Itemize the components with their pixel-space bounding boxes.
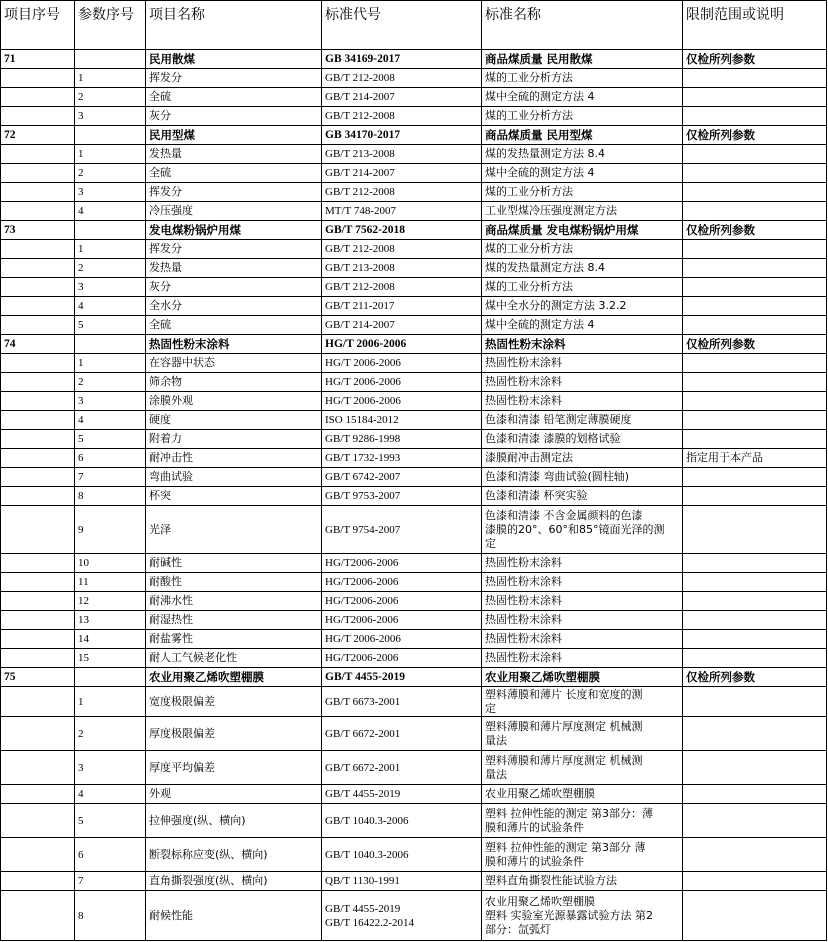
table-row bbox=[1, 785, 827, 804]
project-name-cell: 耐酸性 bbox=[146, 573, 322, 592]
standard-name-cell: 漆膜耐冲击测定法 bbox=[482, 449, 683, 468]
standard-name-cell: 热固性粉末涂料 bbox=[482, 373, 683, 392]
standard-code-cell: HG/T 2006-2006 bbox=[322, 630, 482, 649]
project-no-cell bbox=[1, 649, 75, 668]
project-no-cell: 75 bbox=[1, 668, 75, 687]
standard-code-cell: GB 34169-2017 bbox=[322, 50, 482, 69]
standard-code-cell: GB/T 1040.3-2006 bbox=[322, 804, 482, 838]
header-row bbox=[1, 1, 827, 50]
limit-scope-cell bbox=[683, 411, 827, 430]
project-no-cell bbox=[1, 592, 75, 611]
table-row bbox=[1, 145, 827, 164]
project-name-cell: 全硫 bbox=[146, 316, 322, 335]
project-no-cell bbox=[1, 872, 75, 891]
project-no-cell bbox=[1, 430, 75, 449]
standard-code-cell: GB/T 6672-2001 bbox=[322, 717, 482, 751]
table-row bbox=[1, 202, 827, 221]
project-name-cell: 厚度平均偏差 bbox=[146, 751, 322, 785]
group-row bbox=[1, 126, 827, 145]
standard-code-cell: GB/T 214-2007 bbox=[322, 164, 482, 183]
limit-scope-cell bbox=[683, 751, 827, 785]
limit-scope-cell bbox=[683, 554, 827, 573]
project-name-cell: 发电煤粉锅炉用煤 bbox=[146, 221, 322, 240]
standard-name-cell: 热固性粉末涂料 bbox=[482, 554, 683, 573]
param-no-cell: 9 bbox=[75, 506, 146, 554]
project-name-cell: 灰分 bbox=[146, 107, 322, 126]
standard-name-cell: 商品煤质量 民用散煤 bbox=[482, 50, 683, 69]
standard-name-cell: 热固性粉末涂料 bbox=[482, 573, 683, 592]
project-no-cell bbox=[1, 785, 75, 804]
standard-code-cell: HG/T 2006-2006 bbox=[322, 335, 482, 354]
limit-scope-cell bbox=[683, 592, 827, 611]
header-project-no: 项目序号 bbox=[1, 1, 75, 50]
limit-scope-cell: 仅检所列参数 bbox=[683, 126, 827, 145]
limit-scope-cell bbox=[683, 392, 827, 411]
project-name-cell: 直角撕裂强度(纵、横向) bbox=[146, 872, 322, 891]
param-no-cell: 8 bbox=[75, 891, 146, 941]
table-row bbox=[1, 573, 827, 592]
standard-name-cell: 热固性粉末涂料 bbox=[482, 354, 683, 373]
standard-name-cell: 农业用聚乙烯吹塑棚膜 bbox=[482, 785, 683, 804]
table-row bbox=[1, 430, 827, 449]
standard-code-cell: GB/T 6673-2001 bbox=[322, 687, 482, 717]
limit-scope-cell bbox=[683, 107, 827, 126]
table-row bbox=[1, 838, 827, 872]
table-row bbox=[1, 373, 827, 392]
project-name-cell: 热固性粉末涂料 bbox=[146, 335, 322, 354]
limit-scope-cell bbox=[683, 278, 827, 297]
table-row bbox=[1, 751, 827, 785]
standard-code-cell: GB/T 212-2008 bbox=[322, 107, 482, 126]
param-no-cell bbox=[75, 126, 146, 145]
limit-scope-cell: 仅检所列参数 bbox=[683, 50, 827, 69]
standard-name-cell: 色漆和清漆 漆膜的划格试验 bbox=[482, 430, 683, 449]
param-no-cell bbox=[75, 335, 146, 354]
project-name-cell: 耐盐雾性 bbox=[146, 630, 322, 649]
standard-name-cell: 色漆和清漆 杯突实验 bbox=[482, 487, 683, 506]
param-no-cell: 6 bbox=[75, 449, 146, 468]
project-no-cell bbox=[1, 506, 75, 554]
table-row bbox=[1, 316, 827, 335]
project-no-cell bbox=[1, 611, 75, 630]
param-no-cell: 4 bbox=[75, 202, 146, 221]
project-no-cell bbox=[1, 411, 75, 430]
param-no-cell: 11 bbox=[75, 573, 146, 592]
table-row bbox=[1, 506, 827, 554]
param-no-cell: 4 bbox=[75, 785, 146, 804]
project-name-cell: 弯曲试验 bbox=[146, 468, 322, 487]
project-no-cell bbox=[1, 316, 75, 335]
param-no-cell: 1 bbox=[75, 687, 146, 717]
project-no-cell: 73 bbox=[1, 221, 75, 240]
standard-name-cell: 煤的发热量测定方法 8.4 bbox=[482, 259, 683, 278]
header-standard-code: 标准代号 bbox=[322, 1, 482, 50]
project-name-cell: 拉伸强度(纵、横向) bbox=[146, 804, 322, 838]
table-row bbox=[1, 611, 827, 630]
standard-code-cell: GB/T 213-2008 bbox=[322, 145, 482, 164]
standard-code-cell: HG/T 2006-2006 bbox=[322, 392, 482, 411]
project-name-cell: 挥发分 bbox=[146, 183, 322, 202]
standard-name-cell: 煤的发热量测定方法 8.4 bbox=[482, 145, 683, 164]
table-row bbox=[1, 554, 827, 573]
limit-scope-cell bbox=[683, 240, 827, 259]
standard-code-cell: HG/T2006-2006 bbox=[322, 649, 482, 668]
standard-name-cell: 热固性粉末涂料 bbox=[482, 649, 683, 668]
standard-code-cell: ISO 15184-2012 bbox=[322, 411, 482, 430]
limit-scope-cell bbox=[683, 164, 827, 183]
header-param-no: 参数序号 bbox=[75, 1, 146, 50]
limit-scope-cell bbox=[683, 354, 827, 373]
standard-name-cell: 色漆和清漆 弯曲试验(圆柱轴) bbox=[482, 468, 683, 487]
project-no-cell bbox=[1, 891, 75, 941]
standard-code-cell: GB/T 4455-2019 bbox=[322, 668, 482, 687]
project-no-cell bbox=[1, 554, 75, 573]
param-no-cell: 6 bbox=[75, 838, 146, 872]
limit-scope-cell bbox=[683, 316, 827, 335]
param-no-cell: 14 bbox=[75, 630, 146, 649]
project-name-cell: 挥发分 bbox=[146, 240, 322, 259]
standard-code-cell: GB/T 213-2008 bbox=[322, 259, 482, 278]
project-name-cell: 杯突 bbox=[146, 487, 322, 506]
group-row bbox=[1, 335, 827, 354]
standard-code-cell: GB/T 212-2008 bbox=[322, 278, 482, 297]
standard-name-cell: 热固性粉末涂料 bbox=[482, 592, 683, 611]
project-name-cell: 全水分 bbox=[146, 297, 322, 316]
standard-name-cell: 煤中全硫的测定方法 4 bbox=[482, 164, 683, 183]
project-name-cell: 耐人工气候老化性 bbox=[146, 649, 322, 668]
project-no-cell bbox=[1, 373, 75, 392]
standard-code-cell: HG/T 2006-2006 bbox=[322, 373, 482, 392]
project-name-cell: 全硫 bbox=[146, 164, 322, 183]
standard-name-cell: 农业用聚乙烯吹塑棚膜 塑料 实验室光源暴露试验方法 第2 部分：氙弧灯 bbox=[482, 891, 683, 941]
standard-code-cell: GB 34170-2017 bbox=[322, 126, 482, 145]
project-name-cell: 光泽 bbox=[146, 506, 322, 554]
param-no-cell: 3 bbox=[75, 183, 146, 202]
standard-code-cell: HG/T2006-2006 bbox=[322, 592, 482, 611]
project-no-cell bbox=[1, 392, 75, 411]
project-name-cell: 硬度 bbox=[146, 411, 322, 430]
project-name-cell: 断裂标称应变(纵、横向) bbox=[146, 838, 322, 872]
standard-code-cell: HG/T 2006-2006 bbox=[322, 354, 482, 373]
standard-name-cell: 煤的工业分析方法 bbox=[482, 107, 683, 126]
table-row bbox=[1, 468, 827, 487]
standard-name-cell: 煤中全水分的测定方法 3.2.2 bbox=[482, 297, 683, 316]
standard-name-cell: 热固性粉末涂料 bbox=[482, 335, 683, 354]
project-no-cell bbox=[1, 145, 75, 164]
project-name-cell: 耐沸水性 bbox=[146, 592, 322, 611]
table-row bbox=[1, 183, 827, 202]
group-row bbox=[1, 668, 827, 687]
project-no-cell bbox=[1, 297, 75, 316]
standard-name-cell: 煤中全硫的测定方法 4 bbox=[482, 88, 683, 107]
limit-scope-cell: 指定用于本产品 bbox=[683, 449, 827, 468]
limit-scope-cell bbox=[683, 785, 827, 804]
standard-name-cell: 塑料直角撕裂性能试验方法 bbox=[482, 872, 683, 891]
standard-name-cell: 色漆和清漆 不含金属颜料的色漆 漆膜的20°、60°和85°镜面光泽的测 定 bbox=[482, 506, 683, 554]
limit-scope-cell: 仅检所列参数 bbox=[683, 335, 827, 354]
standard-code-cell: GB/T 7562-2018 bbox=[322, 221, 482, 240]
project-name-cell: 发热量 bbox=[146, 259, 322, 278]
project-name-cell: 民用型煤 bbox=[146, 126, 322, 145]
limit-scope-cell bbox=[683, 717, 827, 751]
standard-code-cell: QB/T 1130-1991 bbox=[322, 872, 482, 891]
limit-scope-cell bbox=[683, 611, 827, 630]
limit-scope-cell bbox=[683, 891, 827, 941]
param-no-cell: 15 bbox=[75, 649, 146, 668]
param-no-cell: 3 bbox=[75, 751, 146, 785]
standard-name-cell: 色漆和清漆 铅笔测定薄膜硬度 bbox=[482, 411, 683, 430]
param-no-cell: 1 bbox=[75, 354, 146, 373]
project-name-cell: 发热量 bbox=[146, 145, 322, 164]
standard-name-cell: 塑料薄膜和薄片 长度和宽度的测 定 bbox=[482, 687, 683, 717]
project-no-cell bbox=[1, 240, 75, 259]
standard-name-cell: 商品煤质量 发电煤粉锅炉用煤 bbox=[482, 221, 683, 240]
project-no-cell bbox=[1, 717, 75, 751]
param-no-cell: 2 bbox=[75, 717, 146, 751]
table-row bbox=[1, 354, 827, 373]
table-row bbox=[1, 297, 827, 316]
limit-scope-cell bbox=[683, 430, 827, 449]
standard-name-cell: 塑料薄膜和薄片厚度测定 机械测 量法 bbox=[482, 751, 683, 785]
project-no-cell bbox=[1, 838, 75, 872]
param-no-cell: 1 bbox=[75, 145, 146, 164]
project-name-cell: 厚度极限偏差 bbox=[146, 717, 322, 751]
standard-code-cell: GB/T 214-2007 bbox=[322, 316, 482, 335]
standard-code-cell: GB/T 4455-2019 bbox=[322, 785, 482, 804]
param-no-cell bbox=[75, 50, 146, 69]
param-no-cell: 4 bbox=[75, 411, 146, 430]
table-row bbox=[1, 278, 827, 297]
param-no-cell: 13 bbox=[75, 611, 146, 630]
project-no-cell: 72 bbox=[1, 126, 75, 145]
table-row bbox=[1, 717, 827, 751]
group-row bbox=[1, 50, 827, 69]
table-row bbox=[1, 592, 827, 611]
param-no-cell: 10 bbox=[75, 554, 146, 573]
standard-code-cell: MT/T 748-2007 bbox=[322, 202, 482, 221]
project-name-cell: 农业用聚乙烯吹塑棚膜 bbox=[146, 668, 322, 687]
table-row bbox=[1, 891, 827, 941]
limit-scope-cell: 仅检所列参数 bbox=[683, 221, 827, 240]
limit-scope-cell bbox=[683, 649, 827, 668]
project-name-cell: 灰分 bbox=[146, 278, 322, 297]
project-no-cell bbox=[1, 804, 75, 838]
param-no-cell: 8 bbox=[75, 487, 146, 506]
standard-code-cell: GB/T 211-2017 bbox=[322, 297, 482, 316]
param-no-cell: 5 bbox=[75, 804, 146, 838]
table-row bbox=[1, 88, 827, 107]
limit-scope-cell bbox=[683, 872, 827, 891]
standard-code-cell: GB/T 9286-1998 bbox=[322, 430, 482, 449]
standard-code-cell: GB/T 9754-2007 bbox=[322, 506, 482, 554]
project-no-cell bbox=[1, 107, 75, 126]
project-name-cell: 耐候性能 bbox=[146, 891, 322, 941]
param-no-cell bbox=[75, 221, 146, 240]
standard-name-cell: 热固性粉末涂料 bbox=[482, 611, 683, 630]
project-no-cell bbox=[1, 468, 75, 487]
standard-name-cell: 煤的工业分析方法 bbox=[482, 69, 683, 88]
table-row bbox=[1, 487, 827, 506]
table-row bbox=[1, 630, 827, 649]
table-row bbox=[1, 107, 827, 126]
standard-name-cell: 塑料 拉伸性能的测定 第3部分 薄 膜和薄片的试验条件 bbox=[482, 838, 683, 872]
limit-scope-cell bbox=[683, 573, 827, 592]
param-no-cell: 7 bbox=[75, 468, 146, 487]
standard-code-cell: GB/T 4455-2019 GB/T 16422.2-2014 bbox=[322, 891, 482, 941]
limit-scope-cell bbox=[683, 468, 827, 487]
limit-scope-cell bbox=[683, 506, 827, 554]
limit-scope-cell bbox=[683, 838, 827, 872]
standard-code-cell: GB/T 1040.3-2006 bbox=[322, 838, 482, 872]
param-no-cell: 3 bbox=[75, 278, 146, 297]
project-no-cell: 71 bbox=[1, 50, 75, 69]
project-name-cell: 挥发分 bbox=[146, 69, 322, 88]
project-no-cell bbox=[1, 751, 75, 785]
limit-scope-cell bbox=[683, 630, 827, 649]
project-no-cell bbox=[1, 449, 75, 468]
project-name-cell: 在容器中状态 bbox=[146, 354, 322, 373]
header-limit-scope: 限制范围或说明 bbox=[683, 1, 827, 50]
standard-code-cell: GB/T 6672-2001 bbox=[322, 751, 482, 785]
standard-code-cell: HG/T2006-2006 bbox=[322, 554, 482, 573]
limit-scope-cell bbox=[683, 297, 827, 316]
param-no-cell: 2 bbox=[75, 373, 146, 392]
table-body bbox=[1, 50, 827, 941]
standard-name-cell: 煤的工业分析方法 bbox=[482, 240, 683, 259]
table-row bbox=[1, 449, 827, 468]
standard-code-cell: GB/T 1732-1993 bbox=[322, 449, 482, 468]
table-row bbox=[1, 69, 827, 88]
project-no-cell bbox=[1, 88, 75, 107]
param-no-cell bbox=[75, 668, 146, 687]
param-no-cell: 1 bbox=[75, 69, 146, 88]
standard-name-cell: 热固性粉末涂料 bbox=[482, 630, 683, 649]
table-row bbox=[1, 411, 827, 430]
standard-code-cell: GB/T 9753-2007 bbox=[322, 487, 482, 506]
project-name-cell: 耐湿热性 bbox=[146, 611, 322, 630]
group-row bbox=[1, 221, 827, 240]
header-standard-name: 标准名称 bbox=[482, 1, 683, 50]
standard-name-cell: 煤的工业分析方法 bbox=[482, 278, 683, 297]
project-no-cell bbox=[1, 259, 75, 278]
table-row bbox=[1, 649, 827, 668]
standard-name-cell: 煤中全硫的测定方法 4 bbox=[482, 316, 683, 335]
standard-name-cell: 农业用聚乙烯吹塑棚膜 bbox=[482, 668, 683, 687]
standard-code-cell: GB/T 212-2008 bbox=[322, 240, 482, 259]
table-row bbox=[1, 804, 827, 838]
project-name-cell: 耐冲击性 bbox=[146, 449, 322, 468]
param-no-cell: 4 bbox=[75, 297, 146, 316]
standard-name-cell: 商品煤质量 民用型煤 bbox=[482, 126, 683, 145]
project-no-cell: 74 bbox=[1, 335, 75, 354]
limit-scope-cell bbox=[683, 145, 827, 164]
project-name-cell: 全硫 bbox=[146, 88, 322, 107]
standard-code-cell: GB/T 214-2007 bbox=[322, 88, 482, 107]
table-row bbox=[1, 240, 827, 259]
standard-code-cell: HG/T2006-2006 bbox=[322, 573, 482, 592]
standard-code-cell: GB/T 6742-2007 bbox=[322, 468, 482, 487]
standard-name-cell: 工业型煤冷压强度测定方法 bbox=[482, 202, 683, 221]
project-no-cell bbox=[1, 630, 75, 649]
param-no-cell: 2 bbox=[75, 164, 146, 183]
project-name-cell: 宽度极限偏差 bbox=[146, 687, 322, 717]
param-no-cell: 7 bbox=[75, 872, 146, 891]
project-name-cell: 涂膜外观 bbox=[146, 392, 322, 411]
standard-name-cell: 塑料 拉伸性能的测定 第3部分：薄 膜和薄片的试验条件 bbox=[482, 804, 683, 838]
project-no-cell bbox=[1, 69, 75, 88]
standard-code-cell: GB/T 212-2008 bbox=[322, 183, 482, 202]
limit-scope-cell bbox=[683, 202, 827, 221]
param-no-cell: 3 bbox=[75, 392, 146, 411]
project-no-cell bbox=[1, 573, 75, 592]
project-no-cell bbox=[1, 183, 75, 202]
limit-scope-cell bbox=[683, 687, 827, 717]
project-no-cell bbox=[1, 687, 75, 717]
table-row bbox=[1, 164, 827, 183]
table-row bbox=[1, 392, 827, 411]
param-no-cell: 2 bbox=[75, 259, 146, 278]
param-no-cell: 12 bbox=[75, 592, 146, 611]
project-name-cell: 民用散煤 bbox=[146, 50, 322, 69]
param-no-cell: 5 bbox=[75, 430, 146, 449]
project-name-cell: 附着力 bbox=[146, 430, 322, 449]
project-name-cell: 筛余物 bbox=[146, 373, 322, 392]
project-no-cell bbox=[1, 487, 75, 506]
limit-scope-cell bbox=[683, 88, 827, 107]
limit-scope-cell bbox=[683, 487, 827, 506]
table-row bbox=[1, 259, 827, 278]
standard-name-cell: 煤的工业分析方法 bbox=[482, 183, 683, 202]
standard-code-cell: GB/T 212-2008 bbox=[322, 69, 482, 88]
project-no-cell bbox=[1, 278, 75, 297]
table-row bbox=[1, 687, 827, 717]
param-no-cell: 3 bbox=[75, 107, 146, 126]
limit-scope-cell: 仅检所列参数 bbox=[683, 668, 827, 687]
project-no-cell bbox=[1, 164, 75, 183]
project-name-cell: 冷压强度 bbox=[146, 202, 322, 221]
standard-name-cell: 塑料薄膜和薄片厚度测定 机械测 量法 bbox=[482, 717, 683, 751]
limit-scope-cell bbox=[683, 804, 827, 838]
header-project-name: 项目名称 bbox=[146, 1, 322, 50]
table-row bbox=[1, 872, 827, 891]
param-no-cell: 1 bbox=[75, 240, 146, 259]
project-no-cell bbox=[1, 354, 75, 373]
project-name-cell: 耐碱性 bbox=[146, 554, 322, 573]
project-name-cell: 外观 bbox=[146, 785, 322, 804]
param-no-cell: 2 bbox=[75, 88, 146, 107]
limit-scope-cell bbox=[683, 183, 827, 202]
limit-scope-cell bbox=[683, 69, 827, 88]
project-no-cell bbox=[1, 202, 75, 221]
standard-name-cell: 热固性粉末涂料 bbox=[482, 392, 683, 411]
standard-code-cell: HG/T2006-2006 bbox=[322, 611, 482, 630]
param-no-cell: 5 bbox=[75, 316, 146, 335]
limit-scope-cell bbox=[683, 259, 827, 278]
limit-scope-cell bbox=[683, 373, 827, 392]
